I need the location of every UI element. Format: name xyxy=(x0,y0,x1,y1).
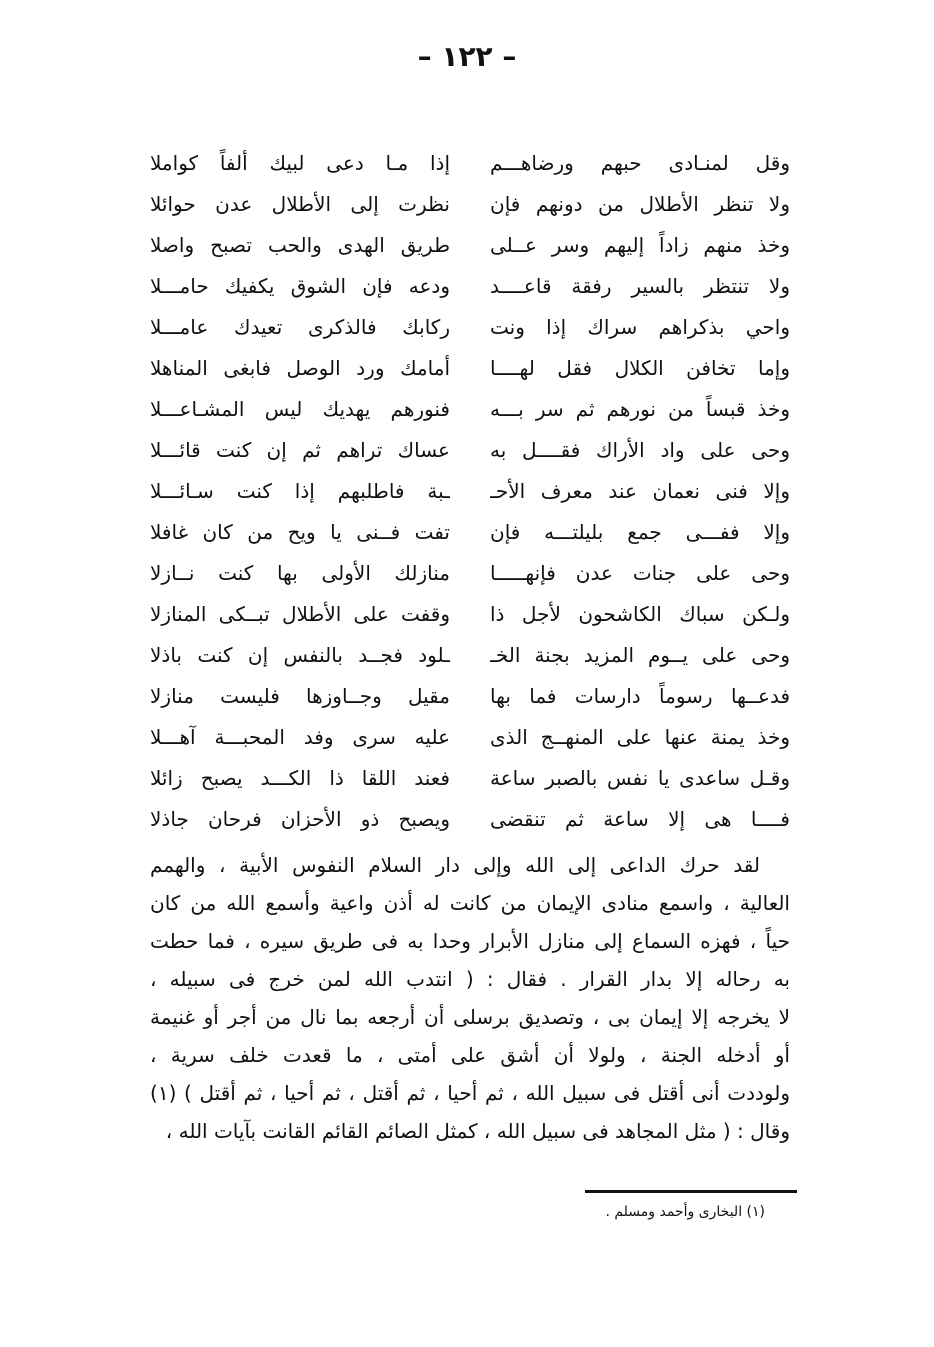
verse-second-hemistich: ـلود فجــد بالنفس إن كنت باذلا xyxy=(150,643,450,667)
verse-first-hemistich: واحي بذكراهم سراك إذا ونت xyxy=(490,315,790,339)
verse-first-hemistich: ولا تنتظر بالسير رفقة قاعــــد xyxy=(490,274,790,298)
verse-second-hemistich: إذا مـا دعى لبيك ألفاً كواملا xyxy=(150,151,450,175)
verse-line xyxy=(150,634,790,676)
verse-first-hemistich: فــــا هى إلا ساعة ثم تنقضى xyxy=(490,807,790,831)
verse-first-hemistich: وخذ يمنة عنها على المنهــج الذى xyxy=(490,725,790,749)
verse-first-hemistich: وإما تخافن الكلال فقل لهــــا xyxy=(490,356,790,380)
verse-line xyxy=(150,224,790,266)
prose-paragraph xyxy=(150,846,790,1150)
verse-line xyxy=(150,429,790,471)
verse-line xyxy=(150,142,790,184)
verse-second-hemistich: نظرت إلى الأطلال عدن حوائلا xyxy=(150,192,450,216)
verse-first-hemistich: وخذ منهم زاداً إليهم وسر عــلى xyxy=(490,233,790,257)
verse-line xyxy=(150,470,790,512)
verse-second-hemistich: ودعه فإن الشوق يكفيك حامـــلا xyxy=(150,274,450,298)
prose-line: به رحاله إلا بدار القرار . فقال : ( انتدب الله لمن خرج فى سبيله ، xyxy=(150,967,790,991)
verse-second-hemistich: طريق الهدى والحب تصبح واصلا xyxy=(150,233,450,257)
prose-line: وقال : ( مثل المجاهد فى سبيل الله ، كمثل الصائم القائم القانت بآيات الله ، xyxy=(165,1119,790,1143)
verse-line xyxy=(150,388,790,430)
footnote: (١) البخارى وأحمد ومسلم . xyxy=(605,1204,765,1220)
verse-first-hemistich: فدعــها رسوماً دارسات فما بها xyxy=(490,684,790,708)
verse-first-hemistich: وقل لمنـادى حبهم ورضاهـــم xyxy=(490,151,790,175)
verse-first-hemistich: وحى على جنات عدن فإنهـــــا xyxy=(490,561,790,585)
verse-line xyxy=(150,183,790,225)
verse-line xyxy=(150,675,790,717)
prose-line: أو أدخله الجنة ، ولولا أن أشق على أمتى ، ما قعدت خلف سرية ، xyxy=(150,1043,790,1067)
verse-second-hemistich: ركابك فالذكرى تعيدك عامـــلا xyxy=(150,315,450,339)
verse-line xyxy=(150,306,790,348)
verse-first-hemistich: ولـكن سباك الكاشحون لأجل ذا xyxy=(490,602,790,626)
prose-line: لا يخرجه إلا إيمان بى ، وتصديق برسلى أن أرجعه بما نال من أجر أو غنيمة xyxy=(150,1005,790,1029)
page-number: – ١٢٢ – xyxy=(417,40,517,73)
verse-first-hemistich: وإلا ففـــى جمع بليلتـــه فإن xyxy=(490,520,790,544)
verse-second-hemistich: تفت فــنى يا ويح من كان غافلا xyxy=(150,520,450,544)
verse-second-hemistich: ـبة فاطلبهم إذا كنت سـائـــلا xyxy=(150,479,450,503)
verse-second-hemistich: ويصبح ذو الأحزان فرحان جاذلا xyxy=(150,807,450,831)
poem-verses xyxy=(150,142,790,842)
verse-line xyxy=(150,798,790,840)
verse-first-hemistich: وحى على يــوم المزيد بجنة الخـ xyxy=(490,643,790,667)
verse-second-hemistich: فعند اللقا ذا الكـــد يصبح زائلا xyxy=(150,766,450,790)
verse-second-hemistich: فنورهم يهديك ليس المشـاعـــلا xyxy=(150,397,450,421)
prose-line: العالية ، واسمع منادى الإيمان من كانت له أذن واعية وأسمع الله من كان xyxy=(150,891,790,915)
verse-second-hemistich: وقفت على الأطلال تبــكى المنازلا xyxy=(150,602,450,626)
verse-first-hemistich: وحى على واد الأراك فقــــل به xyxy=(490,438,790,462)
verse-second-hemistich: أمامك ورد الوصل فابغى المناهلا xyxy=(150,356,450,380)
verse-second-hemistich: مقيل وجــاوزها فليست منازلا xyxy=(150,684,450,708)
verse-first-hemistich: وخذ قبساً من نورهم ثم سر بـــه xyxy=(490,397,790,421)
verse-line xyxy=(150,757,790,799)
verse-line xyxy=(150,593,790,635)
verse-second-hemistich: عليه سرى وفد المحبـــة آهـــلا xyxy=(150,725,450,749)
verse-first-hemistich: وقـل ساعدى يا نفس بالصبر ساعة xyxy=(490,766,790,790)
prose-line: لقد حرك الداعى إلى الله وإلى دار السلام النفوس الأبية ، والهمم xyxy=(150,853,760,877)
footnote-divider xyxy=(585,1190,797,1193)
verse-second-hemistich: منازلك الأولى بها كنت نــازلا xyxy=(150,561,450,585)
verse-line xyxy=(150,552,790,594)
verse-second-hemistich: عساك تراهم ثم إن كنت قائـــلا xyxy=(150,438,450,462)
verse-line xyxy=(150,265,790,307)
verse-line xyxy=(150,511,790,553)
prose-line: حياً ، فهزه السماع إلى منازل الأبرار وحدا به فى طريق سيره ، فما حطت xyxy=(150,929,790,953)
verse-line xyxy=(150,347,790,389)
prose-line: ولوددت أنى أقتل فى سبيل الله ، ثم أحيا ، ثم أقتل ، ثم أحيا ، ثم أقتل ) (١) xyxy=(150,1081,790,1105)
verse-first-hemistich: ولا تنظر الأطلال من دونهم فإن xyxy=(490,192,790,216)
verse-first-hemistich: وإلا فنى نعمان عند معرف الأحـ xyxy=(490,479,790,503)
verse-line xyxy=(150,716,790,758)
